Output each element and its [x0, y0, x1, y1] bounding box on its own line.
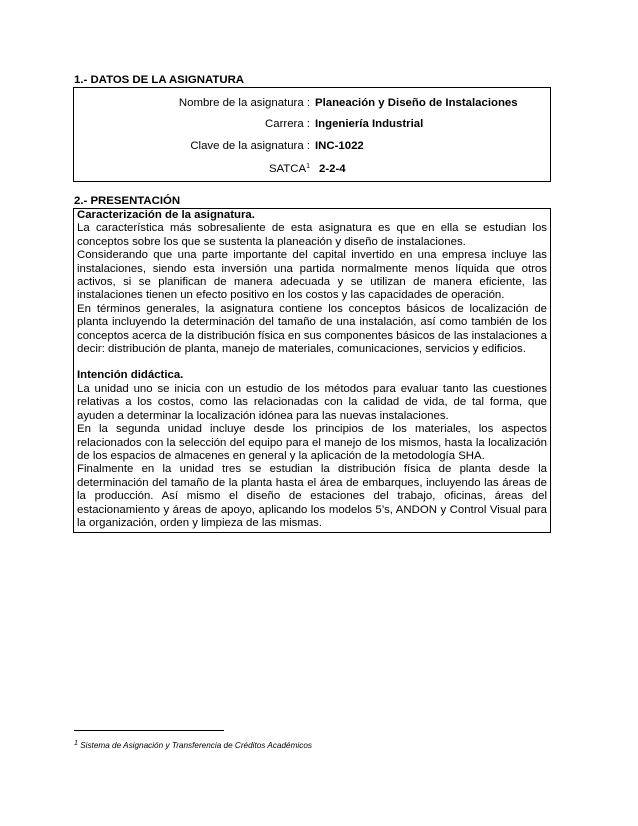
footnote	[74, 741, 312, 751]
section-1-title: 1.- DATOS DE LA ASIGNATURA	[74, 74, 245, 86]
satca-label: SATCA$^1$	[268, 163, 310, 175]
paragraph: La unidad uno se inicia con un estudio de los métodos para evaluar tanto las cuestiones relativas a los costos, como las relacionadas con la calidad de vida, de tal forma, que ayuden a determinar la localización idónea para las nuevas instalaciones.	[77, 382, 547, 422]
footnote-ref: 1	[306, 163, 310, 170]
paragraph: Finalmente en la unidad tres se estudian la distribución física de planta desde la determinación del tamaño de la planta hasta el área de embarques, incluyendo las áreas de la producción. Así mismo el diseño de estaciones del trabajo, oficinas, áreas del estacionamiento y áreas de apoyo, aplicando los modelos 5’s, ANDON y Control Visual para la organización, orden y limpieza de las mismas.	[77, 463, 547, 529]
course-data-table	[73, 87, 551, 182]
footnote-mark: 1	[74, 740, 78, 747]
course-code-row	[74, 139, 550, 153]
paragraph: Considerando que una parte importante del capital invertido en una empresa incluye las instalaciones, siendo esta inversión una partida normalmente menos líquida que otros activos, si se planifican de manera adecuada y se utilizan de manera eficiente, las instalaciones tienen un efecto positivo en los costos y las capacidades de operación.	[77, 249, 547, 302]
footnote-separator	[74, 730, 224, 731]
satca-value: 2-2-4	[319, 163, 346, 175]
course-code-label: Clave de la asignatura :	[190, 140, 310, 152]
footnote-text: Sistema de Asignación y Transferencia de Créditos Académicos	[80, 741, 312, 750]
course-name-row	[74, 96, 550, 110]
satca-row	[74, 162, 550, 176]
career-row	[74, 117, 550, 131]
paragraph: La característica más sobresaliente de esta asignatura es que en ella se estudian los conceptos sobre los que se sustenta la planeación y diseño de instalaciones.	[77, 222, 547, 248]
course-code-value: INC-1022	[315, 140, 364, 152]
presentation-box	[73, 208, 551, 533]
career-label: Carrera :	[265, 118, 310, 130]
course-name-value: Planeación y Diseño de Instalaciones	[315, 97, 518, 109]
paragraph: En la segunda unidad incluye desde los principios de los materiales, los aspectos relacionados con la selección del equipo para el manejo de los mismos, hasta la localización de los espacios de almacenes en general y la aplicación de la metodología SHA.	[77, 423, 547, 462]
career-value: Ingeniería Industrial	[315, 118, 424, 130]
characterization-heading: Caracterización de la asignatura.	[77, 209, 255, 221]
paragraph: En términos generales, la asignatura contiene los conceptos básicos de localización de planta incluyendo la determinación del tamaño de una instalación, así como también de los conceptos acerca de la distribución física en sus componentes básicos de las instalaciones a decir: distribución de planta, manejo de materiales, comunicaciones, servicios y edificios.	[77, 302, 547, 356]
didactic-intention-heading: Intención didáctica.	[77, 369, 184, 382]
course-name-label: Nombre de la asignatura :	[178, 97, 310, 109]
section-2-title: 2.- PRESENTACIÓN	[74, 195, 181, 207]
